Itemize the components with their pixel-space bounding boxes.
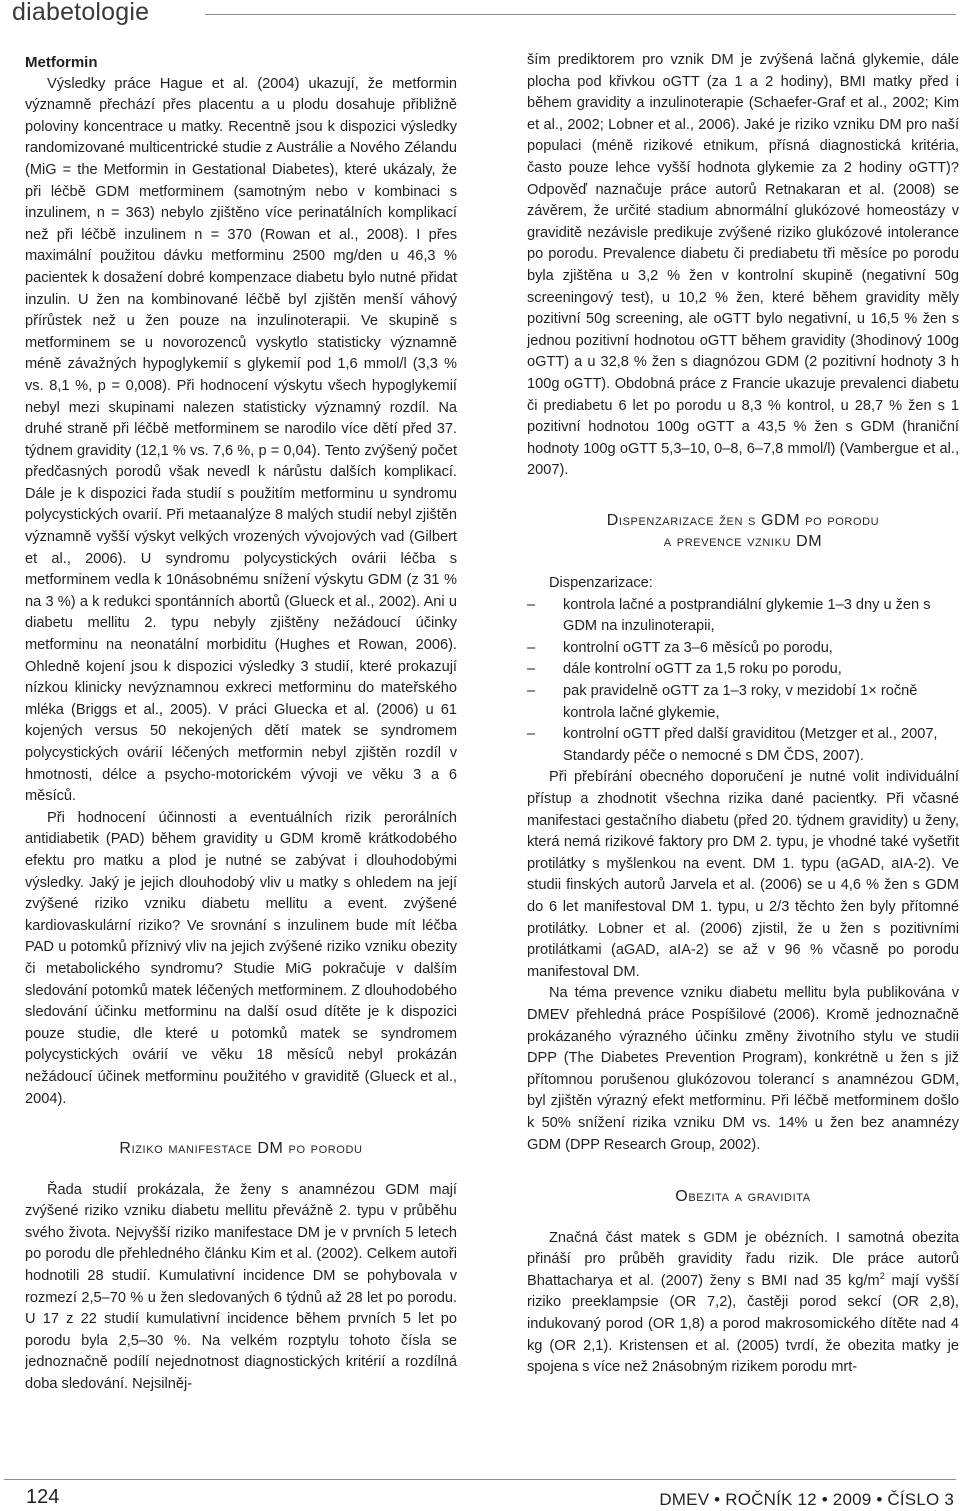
list-item: – dále kontrolní oGTT za 1,5 roku po porodu, [527, 659, 959, 681]
list-item: – kontrolní oGTT před další graviditou (Metzger et al., 2007, Standardy péče o nemocné s DM ČDS, 2007). [527, 724, 959, 767]
footer-rule [4, 1479, 956, 1480]
text-run: Značná část matek s GDM je obézních. I samotná obezita přináší pro průběh gravidity řadu rizik. Dle práce autorů Bhattacharya et al. (2007) ženy s BMI nad 35 kg/m [527, 1229, 959, 1289]
section-title: diabetologie [12, 0, 150, 26]
article-body [25, 50, 959, 1475]
heading-line: Dispenzarizace žen s GDM po porodu [606, 511, 880, 529]
superscript: 2 [879, 1271, 885, 1282]
paragraph: Při přebírání obecného doporučení je nutné volit individuální přístup a zhodnotit všechna rizika dané pacientky. Při včasné manifestaci gestačního diabetu (před 20. týdnem gravidity) u ženy, která nemá rizikové faktory pro DM 2. typu, je vhodné také vyšetřit protilátky s myšlenkou na event. DM 1. typu (aGAD, aIA-2). Ve studii finských autorů Jarvela et al. (2006) se u 4,6 % žen s GDM do 6 let manifestoval DM 1. typu, u 2/3 těchto žen byly přítomné protilátky. Lobner et al. (2006) zjistil, že u žen s pozitivními protilátkami (aGAD, aIA-2) se až v 96 % včasně po porodu manifestoval DM. [527, 769, 959, 980]
heading-metformin: Metformin [25, 54, 98, 71]
paragraph: Při hodnocení účinnosti a eventuálních rizik perorálních antidiabetik (PAD) během gravidity u GDM kromě krátkodobého efektu pro matku a plod je nutné se zabývat i dlouhodobými výsledky. Jaký je jejich dlouhodobý vliv u matky s ohledem na její zvýšené riziko vzniku diabetu mellitu a event. zvýšené kardiovaskulární riziko? Ve srovnání s inzulinem bude mít léčba PAD u potomků příznivý vliv na jejich zvýšené riziko vzniku obezity či metabolického syndromu? Studie MiG pokračuje v dalším sledování potomků matek léčených metforminem. Z dlouhodobého sledování účinku metforminu na další osud dítěte je k dispozici pouze studie, dle které u potomků matek se syndromem polycystických ovárií ve věku 18 měsíců nebyl prokázán nežádoucí účinek metforminu použitého v graviditě (Glueck et al., 2004). [25, 809, 457, 1107]
left-column [25, 50, 457, 1475]
paragraph: Řada studií prokázala, že ženy s anamnézou GDM mají zvýšené riziko vzniku diabetu mellitu převážně 2. typu v průběhu svého života. Nejvyšší riziko manifestace DM je v prvních 5 letech po porodu dle přehledného článku Kim et al. (2002). Celkem autoři hodnotili 28 studií. Kumulativní incidence DM se pohybovala v rozmezí 2,5–70 % u žen sledovaných 6 týdnů až 28 let po porodu. U 17 z 22 studií kumulativní incidence během prvních 5 let po porodu byla 2,5–30 %. Na velkém rozptylu tohoto čísla se jednoznačně podílí nejednotnost diagnostických kritérií a rozdílná doba sledování. Nejsilněj- [25, 1181, 457, 1393]
heading-riziko-manifestace: Riziko manifestace DM po porodu [119, 1140, 363, 1158]
heading-obezita: Obezita a gravidita [675, 1188, 811, 1206]
paragraph: Výsledky práce Hague et al. (2004) ukazují, že metformin významně přechází přes placentu a u plodu dosahuje přibližně poloviny koncentrace u matky. Recentně jsou k dispozici výsledky randomizované multicentrické studie z Austrálie a Nového Zélandu (MiG = the Metformin in Gestational Diabetes), které ukázaly, že při léčbě GDM metforminem (samotným nebo v kombinaci s inzulinem, n = 363) nebylo zjištěno více perinatálních komplikací než při léčbě inzulinem n = 370 (Rowan et al., 2008). I přes maximální použitou dávku metforminu 2500 mg/den u 46,3 % pacientek k dosažení dobré kompenzace diabetu bylo nutné přidat inzulin. U žen na kombinované léčbě byl zjištěn menší váhový přírůstek než u žen pouze na inzulinoterapii. Ve skupině s metforminem se u novorozenců vyskytlo statisticky významně méně závažných hypoglykemií s glykemií pod 1,6 mmol/l (3,3 % vs. 8,1 %, p = 0,008). Při hodnocení výskytu všech hypoglykemií nebyl mezi skupinami nalezen statisticky významný rozdíl. Na druhé straně při léčbě metforminem se narodilo více dětí před 37. týdnem gravidity (12,1 % vs. 7,6 %, p = 0,04). Tento zvýšený počet předčasných porodů však nevedl k nárůstu dalších komplikací. Dále je k dispozici řada studií s použitím metforminu u syndromu polycystických ovarií. Při metaanalýze 8 malých studií nebyl zjištěn významně vyšší výskyt velkých vrozených vývojových vad (Gilbert et al., 2006). U syndromu polycystických ovárii léčba s metforminem vedla k 10násobnému snížení výskytu GDM (z 31 % na 3 %) a k redukci spontánních abortů (Glueck et al., 2002). Ani u diabetu mellitu 2. typu nebyly zjištěny nežádoucí účinky metforminu na neonatální morbiditu (Hughes et Rowan, 2006). Ohledně kojení jsou k dispozici výsledky 3 studií, které prokazují nízkou klinicky nevýznamnou exkreci metforminu do mateřského mléka (Briggs et al., 2005). V práci Gluecka et al. (2006) u 61 kojených versus 50 nekojených dětí matek se syndromem polycystických ovárií léčených metformin nebyl zjištěn rozdíl v hmotnosti, délce a psycho-motorickém vývoji ve věku 3 a 6 měsíců. [25, 75, 457, 805]
list-intro: Dispenzarizace: [549, 575, 653, 592]
heading-line: a prevence vzniku DM [663, 533, 823, 551]
heading-dispenzarizace [527, 510, 959, 553]
journal-info: DMEV • ROČNÍK 12 • 2009 • ČÍSLO 3 [659, 1490, 954, 1509]
right-column [527, 50, 959, 1475]
list-item: – kontrolní oGTT za 3–6 měsíců po porodu, [527, 638, 959, 660]
paragraph [527, 1228, 959, 1379]
list-item: – pak pravidelně oGTT za 1–3 roky, v mezidobí 1× ročně kontrola lačné glykemie, [527, 681, 959, 724]
paragraph: Na téma prevence vzniku diabetu mellitu byla publikována v DMEV přehledná práce Pospíšilové (2006). Kromě jednoznačně prokázaného výrazného účinku změny životního stylu ve studii DPP (The Diabetes Prevention Program), konkrétně u žen s již přítomnou porušenou glukózovou tolerancí s anamnézou GDM, byl zjištěn výrazný efekt metforminu. Při léčbě metforminem došlo k 50% snížení rizika vzniku DM vs. 14% u žen bez anamnézy GDM (DPP Research Group, 2002). [527, 985, 959, 1153]
header-rule [205, 14, 956, 15]
page-number: 124 [26, 1486, 60, 1508]
list-item: – kontrola lačné a postprandiální glykemie 1–3 dny u žen s GDM na inzulinoterapii, [527, 595, 959, 638]
text-run: mají vyšší riziko preeklampsie (OR 7,2), častěji porod sekcí (OR 2,8), indukovaný porod (OR 1,8) a porod makrosomického dítěte nad 4 kg (OR 2,1). Kristensen et al. (2005) tvrdí, že obezita matky je spojena s více než 2násobným rizikem porodu mrt- [527, 1272, 959, 1376]
page-footer [0, 1476, 960, 1511]
paragraph-continued: ším prediktorem pro vznik DM je zvýšená lačná glykemie, dále plocha pod křivkou oGTT (za 1 a 2 hodiny), BMI matky před i během gravidity a inzulinoterapie (Schaefer-Graf et al., 2002; Kim et al., 2002; Lobner et al., 2006). Jaké je riziko vzniku DM pro naší populaci (méně rizikové etnikum, přísná diagnostická kritéria, často pouze lehce vyšší hodnota glykemie za 2 hodiny oGTT)? Odpověď naznačuje práce autorů Retnakaran et al. (2008) se závěrem, že určité stadium abnormální glukózové homeostázy v graviditě nezávisle predikuje zvýšené riziko glukózové intolerance po porodu. Prevalence diabetu či prediabetu tři měsíce po porodu byla zjištěna u 3,2 % žen v kontrolní skupině (negativní 50g screeningový test), u 10,2 % žen, které během gravidity měly pozitivní 50g screening, ale oGTT bylo negativní, u 16,5 % žen s jednou pozitivní hodnotou oGTT během gravidity (3hodinový 100g oGTT) a u 32,8 % žen s diagnózou GDM (2 pozitivní hodnoty 3 h 100g oGTT). Obdobná práce z Francie ukazuje prevalenci diabetu či prediabetu 6 let po porodu u 8,3 % kontrol, u 28,7 % žen s 1 pozitivní hodnotou 100g oGTT a 43,5 % žen s GDM (hraniční hodnoty 100g oGTT 5,3–10, 0–8, 6–7,8 mmol/l) (Vambergue et al., 2007). [527, 52, 959, 479]
page-header [0, 0, 960, 40]
dispenzarizace-list [527, 595, 959, 768]
